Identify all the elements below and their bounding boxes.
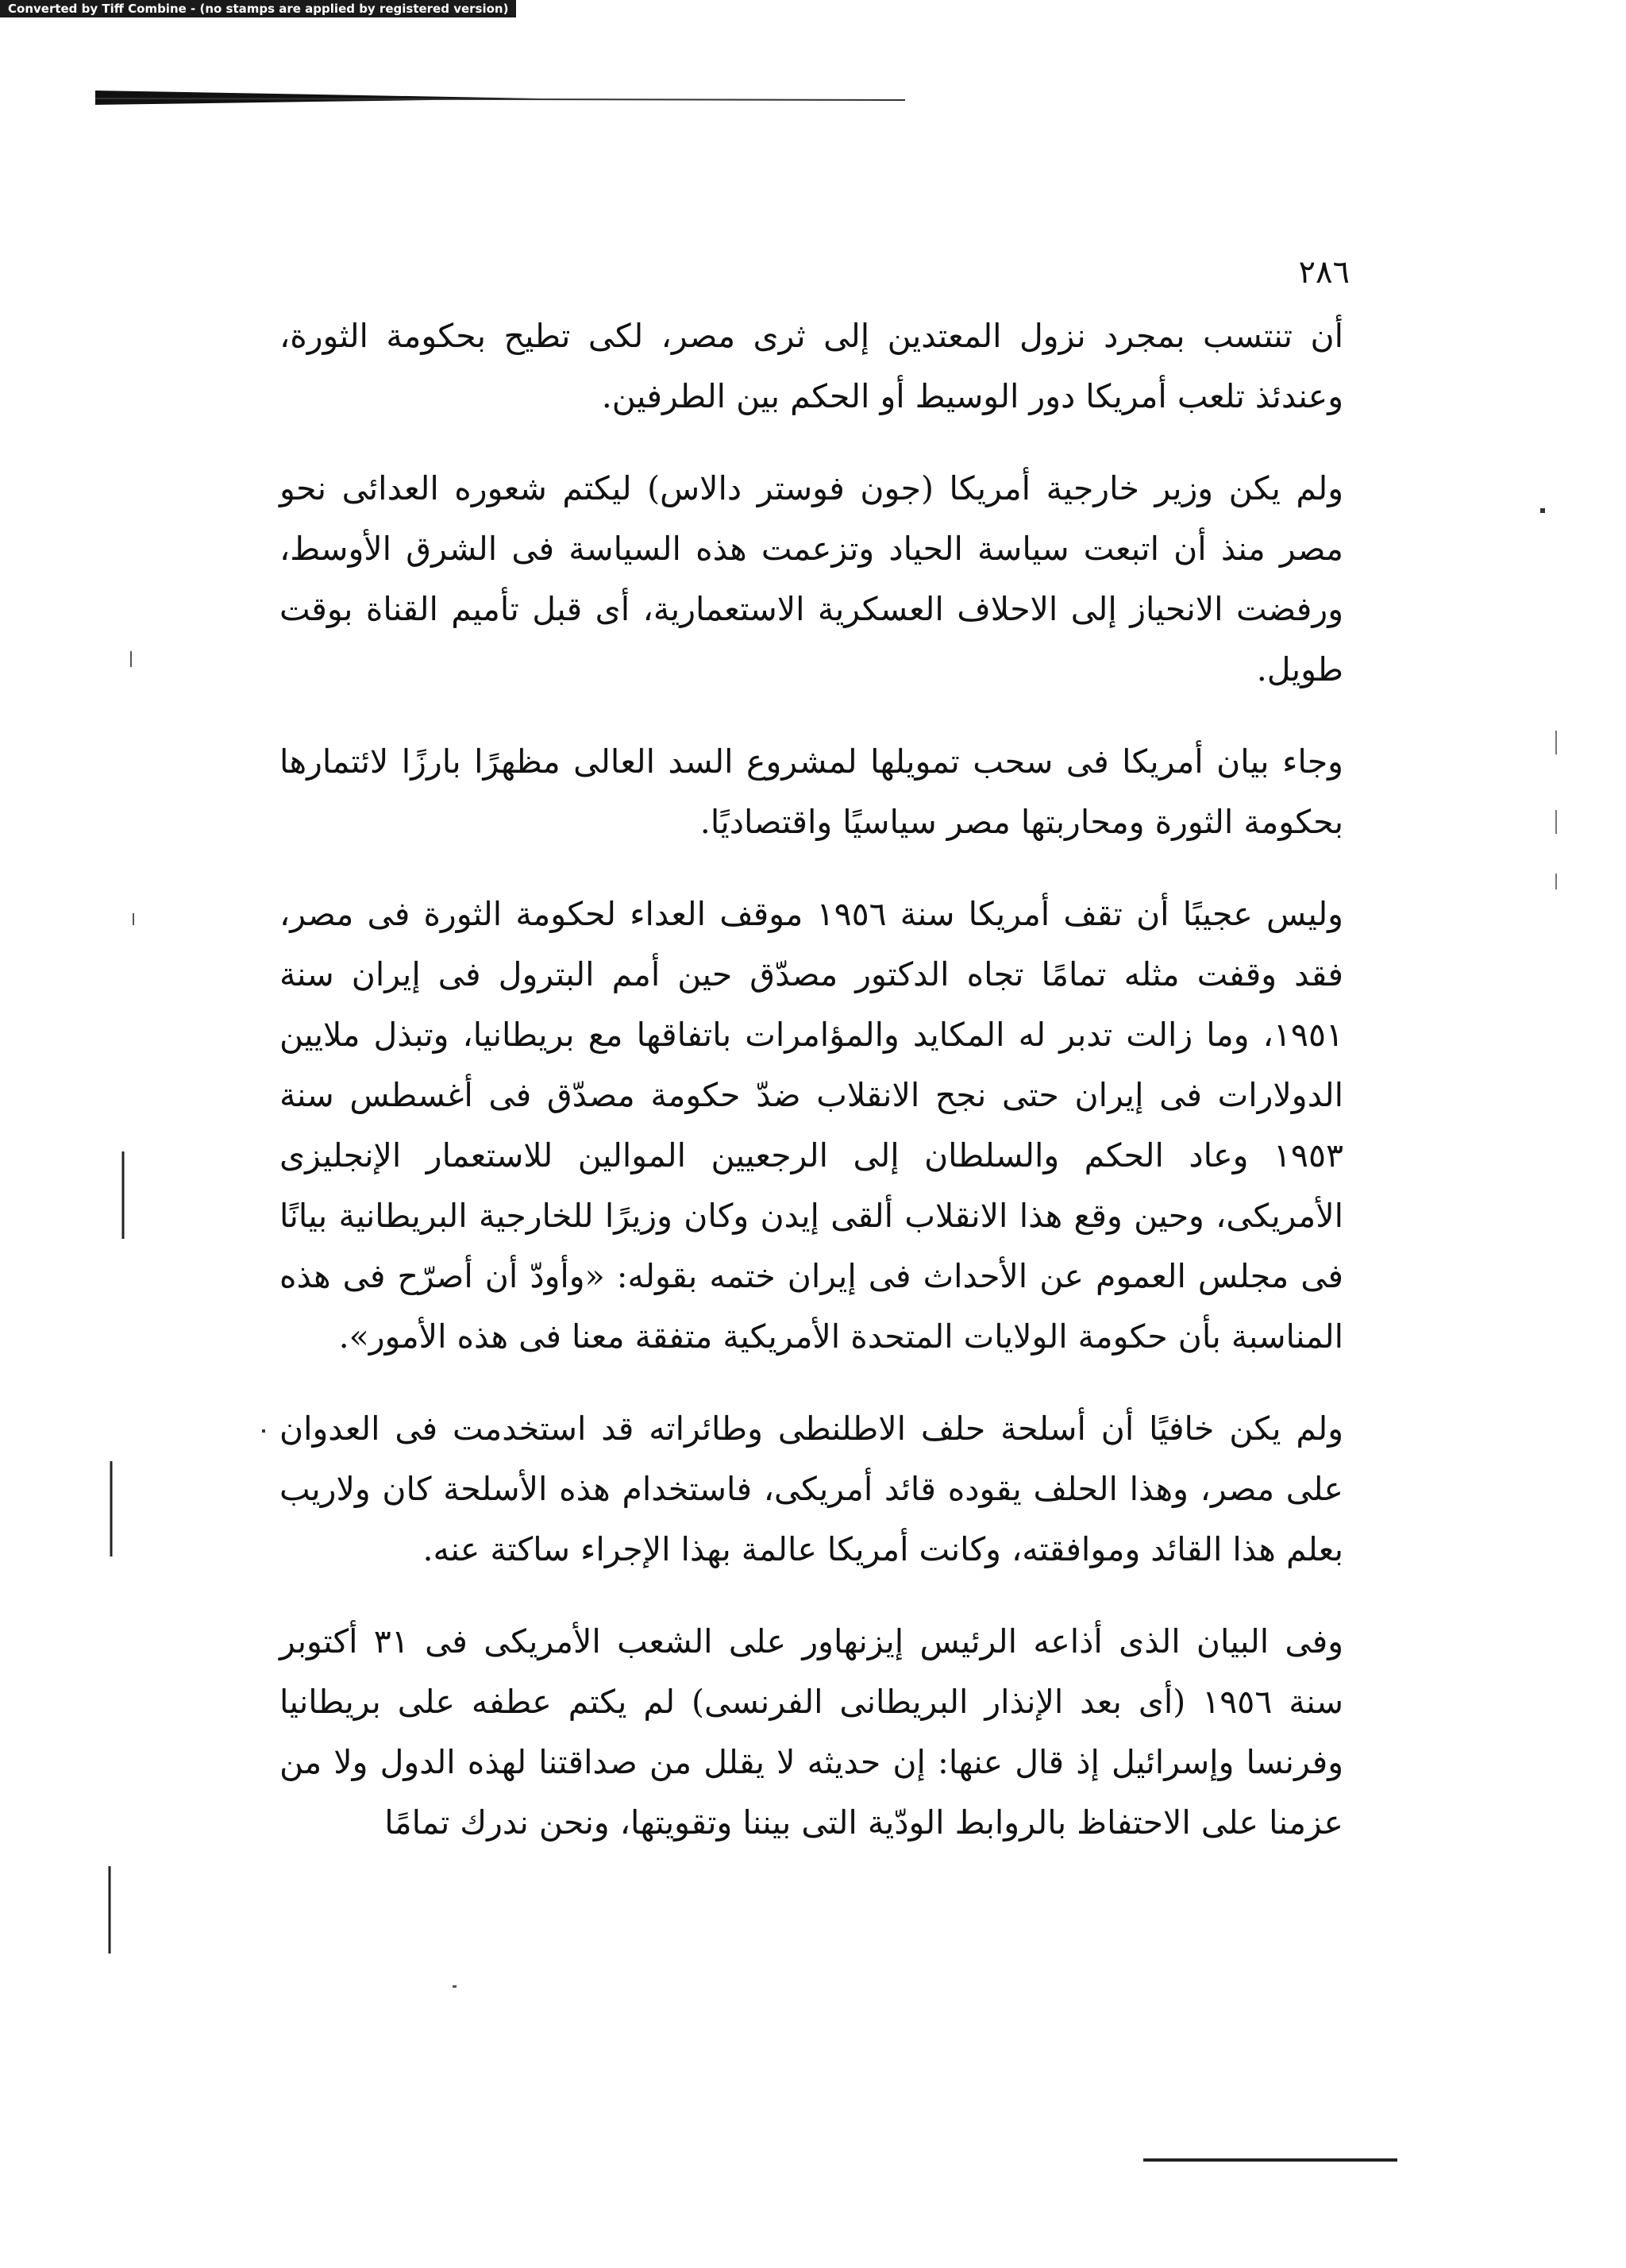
- paragraph: وفى البيان الذى أذاعه الرئيس إيزنهاور على الشعب الأمريكى فى ٣١ أكتوبر سنة ١٩٥٦ (أى بعد الإنذار البريطانى الفرنسى) لم يكتم عطفه على بريطانيا وفرنسا وإسرائيل إذ قال عنها: إن حديثه لا يقلل من صداقتنا لهذه الدول ولا من عزمنا على الاحتفاظ بالروابط الودّية التى بيننا وتقويتها، ونحن ندرك تمامًا: [279, 1622, 1344, 1842]
- bottom-rule: [1143, 2158, 1397, 2162]
- body-text: [279, 306, 1343, 1884]
- paragraph: وجاء بيان أمريكا فى سحب تمويلها لمشروع السد العالى مظهرًا بارزًا لائتمارها بحكومة الثورة ومحاربتها مصر سياسيًا واقتصاديًا.: [279, 742, 1343, 841]
- converter-banner: Converted by Tiff Combine - (no stamps are applied by registered version): [0, 0, 516, 17]
- paragraph: ولم يكن خافيًا أن أسلحة حلف الاطلنطى وطائراته قد استخدمت فى العدوان على مصر، وهذا الحلف يقوده قائد أمريكى، فاستخدام هذه الأسلحة كان ولاريب بعلم هذا القائد وموافقته، وكانت أمريكا عالمة بهذا الإجراء ساكتة عنه.: [279, 1410, 1343, 1568]
- paragraph: وليس عجيبًا أن تقف أمريكا سنة ١٩٥٦ موقف العداء لحكومة الثورة فى مصر، فقد وقفت مثله تمامًا تجاه الدكتور مصدّق حين أمم البترول فى إيران سنة ١٩٥١، وما زالت تدبر له المكايد والمؤامرات باتفاقها مع بريطانيا، وتبذل ملايين الدولارات فى إيران حتى نجح الانقلاب ضدّ حكومة مصدّق فى أغسطس سنة ١٩٥٣ وعاد الحكم والسلطان إلى الرجعيين الموالين للاستعمار الإنجليزى الأمريكى، وحين وقع هذا الانقلاب ألقى إيدن وكان وزيرًا للخارجية البريطانية بيانًا فى مجلس العموم عن الأحداث فى إيران ختمه بقوله: «وأودّ أن أصرّح فى هذه المناسبة بأن حكومة الولايات المتحدة الأمريكية متفقة معنا فى هذه الأمور».: [279, 895, 1343, 1356]
- paragraph: أن تنتسب بمجرد نزول المعتدين إلى ثرى مصر، لكى تطيح بحكومة الثورة، وعندئذ تلعب أمريكا دور الوسيط أو الحكم بين الطرفين.: [279, 317, 1343, 415]
- paragraph: ولم يكن وزير خارجية أمريكا (جون فوستر دالاس) ليكتم شعوره العدائى نحو مصر منذ أن اتبعت سياسة الحياد وتزعمت هذه السياسة فى الشرق الأوسط، ورفضت الانحياز إلى الاحلاف العسكرية الاستعمارية، أى قبل تأميم القناة بوقت طويل.: [279, 469, 1343, 688]
- page-number: ٢٨٦: [1298, 254, 1350, 291]
- top-decorative-rule: [95, 87, 905, 111]
